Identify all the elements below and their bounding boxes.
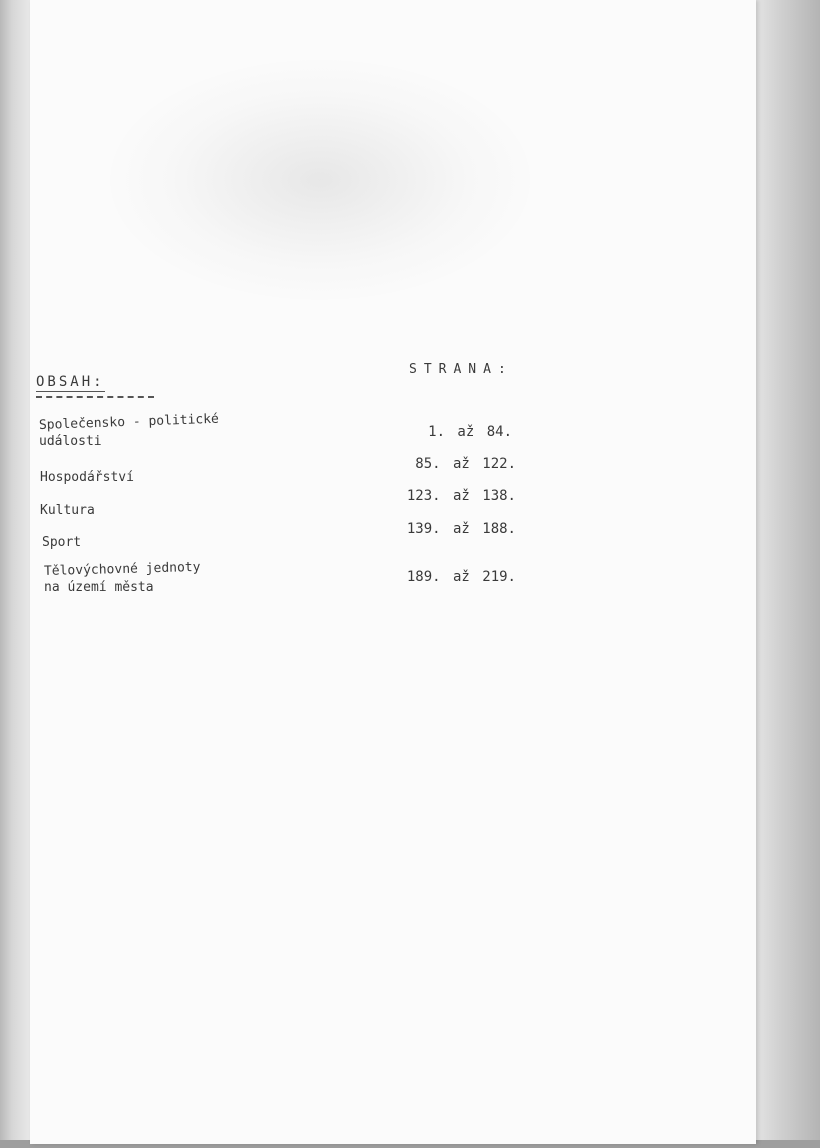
toc-entry-label-line: Společensko - politické: [38, 411, 220, 433]
toc-entry-label: [42, 535, 81, 551]
toc-entry-pages: 123. až 138.: [406, 488, 516, 504]
toc-entry-label-line: Kultura: [40, 503, 95, 518]
toc-entry-label: [40, 470, 134, 486]
heading-underline: [36, 396, 154, 398]
toc-entry-label-line: Tělovýchovné jednoty: [43, 559, 201, 579]
toc-entry-label-line: Hospodářství: [40, 470, 134, 485]
toc-entry-label: [40, 503, 95, 519]
toc-entry-label-line: události: [39, 434, 102, 449]
toc-entry-pages: 139. až 188.: [406, 521, 516, 537]
toc-entry-pages: 85. až 122.: [415, 456, 516, 472]
toc-entry-pages: 189. až 219.: [406, 569, 516, 585]
scan-smudge: [110, 60, 530, 300]
pages-column-header: STRANA:: [409, 362, 513, 377]
binding-shadow: [0, 0, 30, 1148]
toc-entry-label: [43, 559, 201, 596]
contents-heading: OBSAH:: [36, 374, 105, 390]
toc-entry-pages: 1. až 84.: [428, 424, 512, 440]
toc-entry-label-line: na území města: [44, 580, 154, 595]
toc-entry-label-line: Sport: [42, 535, 82, 550]
toc-entry-label: [38, 411, 220, 450]
